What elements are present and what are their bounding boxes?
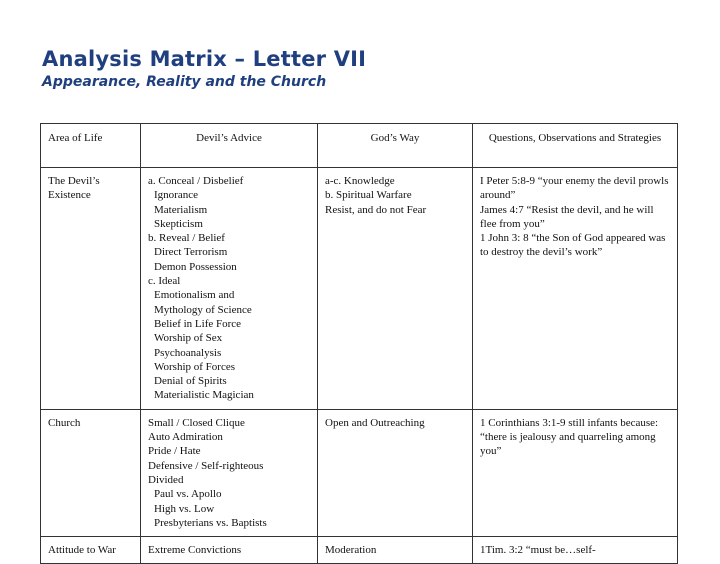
scripture-note: James 4:7 “Resist the devil, and he will flee from you”: [480, 203, 654, 230]
page-title: Analysis Matrix – Letter VII: [42, 47, 367, 71]
devils-advice-line: Mythology of Science: [154, 303, 252, 316]
gods-way-line: Moderation: [325, 544, 377, 557]
devils-advice-line: Extreme Convictions: [148, 544, 242, 557]
area-of-life-text: The Devil’s Existence: [48, 175, 100, 202]
gods-way-cell: [318, 168, 473, 410]
devils-advice-line: Direct Terrorism: [154, 246, 228, 259]
gods-way-line: Open and Outreaching: [325, 416, 425, 429]
devils-advice-line: High vs. Low: [154, 502, 215, 515]
questions-observations-cell: [473, 409, 678, 536]
devils-advice-line: Psychoanalysis: [154, 346, 222, 359]
questions-observations-cell: [473, 168, 678, 410]
devils-advice-line: c. Ideal: [148, 275, 181, 288]
gods-way-cell: [318, 537, 473, 564]
area-of-life-cell: [41, 409, 141, 536]
devils-advice-line: Divided: [148, 473, 184, 486]
devils-advice-line: Defensive / Self-righteous: [148, 459, 264, 472]
scripture-note: 1 Corinthians 3:1-9 still infants because: “there is jealousy and quarreling among you”: [480, 416, 659, 458]
table-header-row: [41, 124, 678, 168]
table-row: [41, 537, 678, 564]
devils-advice-line: Materialism: [154, 203, 208, 216]
devils-advice-line: Worship of Sex: [154, 332, 223, 345]
devils-advice-line: Denial of Spirits: [154, 375, 227, 388]
table-body: [41, 168, 678, 564]
gods-way-line: b. Spiritual Warfare: [325, 189, 412, 202]
devils-advice-line: Worship of Forces: [154, 360, 235, 373]
column-header-devils-advice: Devil’s Advice: [141, 124, 318, 168]
devils-advice-line: Belief in Life Force: [154, 317, 242, 330]
devils-advice-line: Materialistic Magician: [154, 389, 254, 402]
devils-advice-cell: [141, 409, 318, 536]
devils-advice-line: a. Conceal / Disbelief: [148, 175, 244, 187]
scripture-note: 1 John 3: 8 “the Son of God appeared was to destroy the devil’s work”: [480, 232, 666, 259]
area-of-life-text: Church: [48, 416, 81, 429]
devils-advice-cell: [141, 537, 318, 564]
page-subtitle: Appearance, Reality and the Church: [42, 74, 327, 90]
questions-observations-cell: [473, 537, 678, 564]
devils-advice-line: Presbyterians vs. Baptists: [154, 516, 267, 529]
devils-advice-line: Skepticism: [154, 217, 203, 230]
gods-way-cell: [318, 409, 473, 536]
devils-advice-line: Pride / Hate: [148, 445, 201, 458]
gods-way-line: Resist, and do not Fear: [325, 203, 427, 216]
analysis-matrix-table: [40, 123, 678, 564]
area-of-life-cell: [41, 168, 141, 410]
table-row: [41, 168, 678, 410]
devils-advice-line: b. Reveal / Belief: [148, 232, 225, 245]
column-header-area: Area of Life: [41, 124, 141, 168]
gods-way-line: a-c. Knowledge: [325, 175, 395, 187]
devils-advice-line: Ignorance: [154, 189, 198, 202]
devils-advice-line: Demon Possession: [154, 260, 237, 273]
area-of-life-cell: [41, 537, 141, 564]
devils-advice-line: Paul vs. Apollo: [154, 488, 222, 501]
scripture-note: 1Tim. 3:2 “must be…self-: [480, 544, 596, 557]
table-row: [41, 409, 678, 536]
devils-advice-line: Auto Admiration: [148, 431, 223, 444]
scripture-note: I Peter 5:8-9 “your enemy the devil prowls around”: [480, 175, 669, 202]
column-header-questions: Questions, Observations and Strategies: [473, 124, 678, 168]
area-of-life-text: Attitude to War: [48, 544, 116, 557]
devils-advice-line: Emotionalism and: [154, 289, 235, 302]
devils-advice-line: Small / Closed Clique: [148, 416, 245, 429]
devils-advice-cell: [141, 168, 318, 410]
column-header-gods-way: God’s Way: [318, 124, 473, 168]
